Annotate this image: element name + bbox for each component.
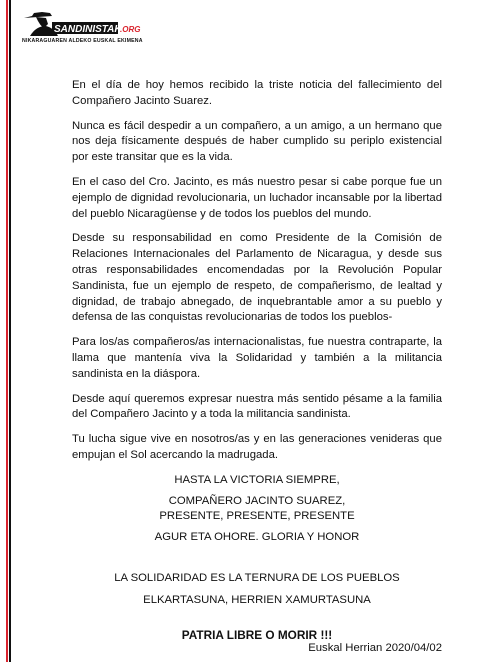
solidarity-line-1: LA SOLIDARIDAD ES LA TERNURA DE LOS PUEBLOS xyxy=(114,571,400,584)
closing-line-3: PRESENTE, PRESENTE, PRESENTE xyxy=(159,509,355,522)
paragraph-1: En el día de hoy hemos recibido la triste noticia del fallecimiento del Compañero Jacinto Suarez. xyxy=(72,79,442,107)
logo-graphic xyxy=(22,4,152,38)
paragraph-7: Tu lucha sigue vive en nosotros/as y en las generaciones venideras que empujan el Sol acercando la madrugada. xyxy=(72,433,442,461)
paragraph-3: En el caso del Cro. Jacinto, es más nuestro pesar si cabe porque fue un ejemplo de dignidad revolucionaria, un luchador incansable por la libertad del pueblo Nicaragüense y de todos los pueblos del mundo. xyxy=(72,175,442,220)
paragraph-6: Desde aquí queremos expresar nuestra más sentido pésame a la familia del Compañero Jacinto y a toda la militancia sandinista. xyxy=(72,392,442,421)
svg-text:.ORG: .ORG xyxy=(120,25,141,34)
sandinistak-logo xyxy=(22,4,152,50)
signature-date: Euskal Herrian 2020/04/02 xyxy=(308,642,442,654)
closing-block xyxy=(72,473,442,545)
black-margin-stripe xyxy=(9,0,11,662)
solidarity-block xyxy=(72,571,442,608)
paragraph-5: Para los/as compañeros/as internacionalistas, fue nuestra contraparte, la llama que mantenía viva la Solidaridad y también a la militancia sandinista en la diáspora. xyxy=(72,336,442,380)
svg-text:SANDINISTAK: SANDINISTAK xyxy=(54,24,122,35)
solidarity-line-2: ELKARTASUNA, HERRIEN XAMURTASUNA xyxy=(143,593,371,606)
motto: PATRIA LIBRE O MORIR !!! xyxy=(181,627,333,642)
letter-body xyxy=(72,78,442,642)
logo-subtitle: NIKARAGUAREN ALDEKO EUSKAL EKIMENA xyxy=(22,38,143,44)
red-margin-stripe xyxy=(6,0,8,662)
closing-line-4: AGUR ETA OHORE. GLORIA Y HONOR xyxy=(154,530,360,543)
paragraph-4: Desde su responsabilidad en como Presidente de la Comisión de Relaciones Internacionales del Parlamento de Nicaragua, y desde sus otras responsabilidades encomendadas por la Revolución Popular Sandinista, fue un ejemplo de respeto, de compañerismo, de lealtad y dignidad, de trabajo abnegado, de inquebrantable amor a su pueblo y defensa de las conquistas revolucionarias de todos los pueblos- xyxy=(72,232,442,324)
closing-line-1: HASTA LA VICTORIA SIEMPRE, xyxy=(174,473,340,486)
closing-line-2: COMPAÑERO JACINTO SUAREZ, xyxy=(168,494,346,507)
paragraph-2: Nunca es fácil despedir a un compañero, a un amigo, a un hermano que nos deja físicamente después de haber cumplido su periplo existencial por este transitar que es la vida. xyxy=(72,119,442,164)
